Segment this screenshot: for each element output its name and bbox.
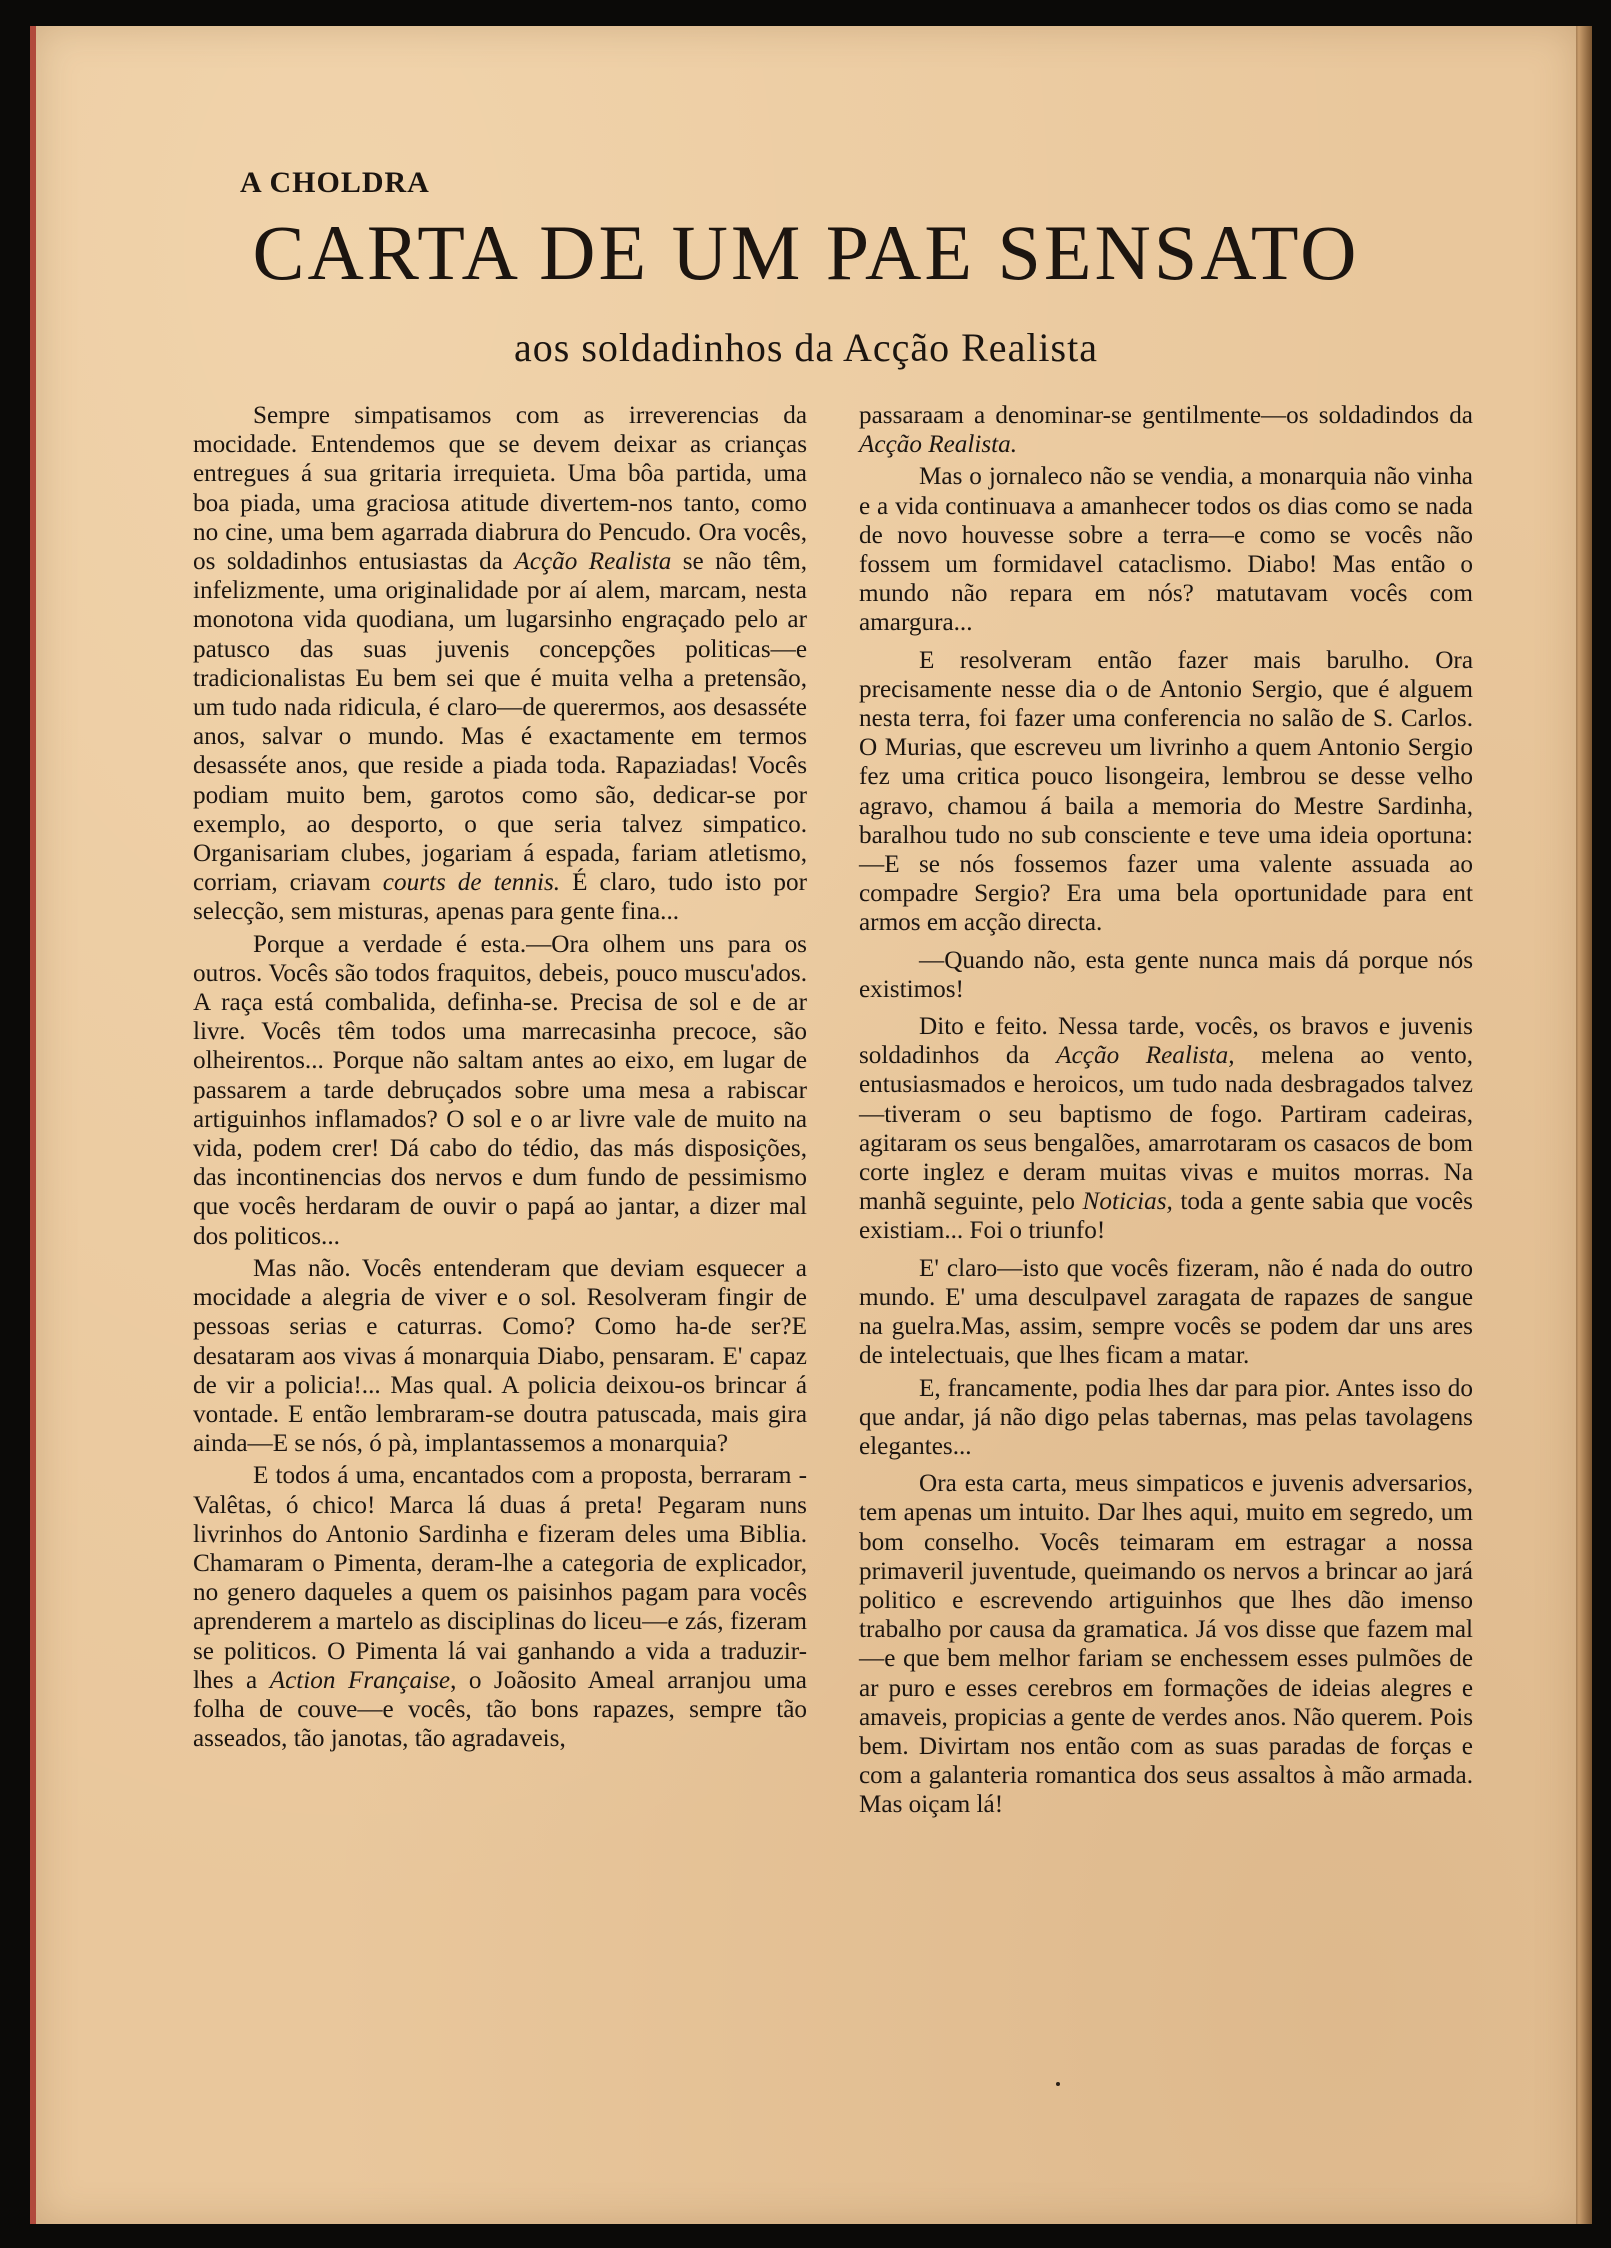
paragraph-text: Ora esta carta, meus simpaticos e juvenis adversarios, tem apenas um intuito. Dar lhes aqui, muito em segredo, um bom conselho. Vocês teimaram em estragar a nossa primaveril juventude, queimando os nervos a brincar ao jará politico e escrevendo artiguinhos que lhes dão imenso trabalho por causa da gramatica. Já vos disse que fazem mal—e que bem melhor fariam se enchessem esses pulmões de ar puro e esses cerebros em formações de ideias alegres e amaveis, propicias a gente de verdes anos. Não querem. Pois bem. Divirtam nos então com as suas paradas de forças e com a galanteria romantica dos seus assaltos à mão armada. Mas oiçam lá!: [859, 1470, 1473, 1819]
italic-title: Acção Realista: [514, 548, 672, 576]
italic-title: Acção Realista,: [1056, 1042, 1235, 1070]
article-paragraph: [859, 1254, 1473, 1371]
article-paragraph: [859, 401, 1473, 459]
paragraph-text: E todos á uma, encantados com a proposta, berraram - Valêtas, ó chico! Marca lá duas á preta! Pegaram nuns livrinhos do Antonio Sardinha e fizeram deles uma Biblia. Chamaram o Pimenta, deram-lhe a categoria de explicador, no genero daqueles a quem os paisinhos pagam para vocês aprenderem a martelo as disciplinas do liceu—e zás, fizeram se politicos. O Pimenta lá vai ganhando a vida a traduzir-lhes a: [193, 1462, 807, 1694]
article-paragraph: [859, 462, 1473, 637]
paragraph-text: Mas não. Vocês entenderam que deviam esquecer a mocidade a alegria de viver e o sol. Resolveram fingir de pessoas serias e caturras. Como? Como ha-de ser?E desataram aos vivas á monarquia Diabo, pensaram. E' capaz de vir a policia!... Mas qual. A policia deixou-os brincar á vontade. E então lembraram-se doutra patuscada, mais gira ainda—E se nós, ó pà, implantassemos a monarquia?: [193, 1254, 807, 1458]
paragraph-text: , o Joãosito Ameal arranjou uma folha de couve—e vocês, tão bons rapazes, sempre tão asseados, tão janotas, tão agradaveis,: [193, 1666, 807, 1753]
article-subtitle: aos soldadinhos da Acção Realista: [514, 325, 1098, 370]
article-paragraph: [859, 1469, 1473, 1819]
paragraph-text: se não têm, infelizmente, uma originalidade por aí alem, marcam, nesta monotona vida quodiana, um lugarsinho engraçado pelo ar patusco das suas juvenis concepções politicas—e tradicionalistas Eu bem sei que é muita velha a pretensão, um tudo nada ridicula, é claro—de querermos, aos desasséte anos, salvar o mundo. Mas é exactamente em termos desasséte anos, que reside a piada toda. Rapaziadas! Vocês podiam muito bem, garotos como são, dedicar-se por exemplo, ao desporto, o que seria talvez simpatico. Organisariam clubes, jogariam á espada, fariam atletismo, corriam, criavam: [193, 548, 808, 897]
paragraph-text: Sempre simpatisamos com as irreverencias da mocidade. Entendemos que se devem deixar as crianças entregues á sua gritaria irrequieta. Uma bôa partida, uma boa piada, uma graciosa atitude divertem-nos tanto, como no cine, uma bem agarrada diabrura do Pencudo. Ora vocês, os soldadinhos entusiastas da: [193, 402, 807, 576]
paragraph-text: —Quando não, esta gente nunca mais dá porque nós existimos!: [859, 946, 1473, 1003]
article-paragraph: [193, 1461, 807, 1753]
paragraph-text: passaraam a denominar-se gentilmente—os soldadindos da: [859, 402, 1473, 429]
magazine-page: [30, 26, 1576, 2224]
article-column-left: [193, 401, 807, 1756]
paragraph-text: Mas o jornaleco não se vendia, a monarquia não vinha e a vida continuava a amanhecer todos os dias como se nada de novo houvesse sobre a terra—e como se vocês não fossem um formidavel cataclismo. Diabo! Mas então o mundo não repara em nós? matutavam vocês com amargura...: [859, 463, 1473, 637]
italic-title: Noticias,: [1082, 1188, 1173, 1216]
paragraph-text: E, francamente, podia lhes dar para pior. Antes isso do que andar, já não digo pelas tabernas, mas pelas tavolagens elegantes...: [859, 1374, 1473, 1460]
article-paragraph: [193, 1254, 807, 1458]
paragraph-text: E' claro—isto que vocês fizeram, não é nada do outro mundo. E' uma desculpavel zaragata de rapazes de sangue na guelra.Mas, assim, sempre vocês se podem dar uns ares de intelectuais, que lhes ficam a matar.: [859, 1254, 1473, 1370]
article-column-right: [859, 401, 1473, 1823]
article-paragraph: [193, 401, 807, 927]
paragraph-text: Dito e feito. Nessa tarde, vocês, os bravos e juvenis soldadinhos da: [859, 1013, 1473, 1070]
article-paragraph: [859, 1374, 1473, 1462]
article-paragraph: [859, 646, 1473, 938]
article-paragraph: [193, 930, 807, 1251]
article-paragraph: [859, 946, 1473, 1004]
paragraph-text: toda a gente sabia que vocês existiam... Foi o triunfo!: [859, 1188, 1473, 1245]
article-paragraph: [859, 1012, 1473, 1246]
italic-title: courts de tennis.: [382, 869, 561, 897]
paragraph-text: Porque a verdade é esta.—Ora olhem uns para os outros. Vocês são todos fraquitos, debeis, pouco muscu'ados. A raça está combalida, definha-se. Precisa de sol e de ar livre. Vocês têm todos uma marrecasinha precoce, são olheirentos... Porque não saltam antes ao eixo, em lugar de passarem a tarde debruçados sobre uma mesa a rabiscar artiguinhos inflamados? O sol e o ar livre vale de muito na vida, podem crer! Dá cabo do tédio, das más disposições, das incontinencias dos nervos e dum fundo de pessimismo que vocês herdaram de ouvir o papá ao jantar, a dizer mal dos politicos...: [193, 930, 807, 1250]
paragraph-text: E resolveram então fazer mais barulho. Ora precisamente nesse dia o de Antonio Sergio, que é alguem nesta terra, foi fazer uma conferencia no salão de S. Carlos. O Murias, que escreveu um livrinho a quem Antonio Sergio fez uma critica pouco lisongeira, lembrou se desse velho agravo, chamou á baila a memoria do Mestre Sardinha, baralhou tudo no sub consciente e teve uma ideia oportuna:—E se nós fossemos fazer uma valente assuada ao compadre Sergio? Era uma bela oportunidade para ent armos em acção directa.: [859, 646, 1473, 937]
article-headline: CARTA DE UM PAE SENSATO: [252, 209, 1360, 296]
paragraph-text: É claro, tudo isto por selecção, sem misturas, apenas para gente fina...: [193, 869, 807, 926]
ink-speck: [1056, 2082, 1060, 2086]
italic-title: Acção Realista.: [859, 431, 1018, 459]
italic-title: Action Française: [269, 1666, 451, 1694]
section-label: A CHOLDRA: [240, 166, 430, 199]
paragraph-text: melena ao vento, entusiasmados e heroicos, um tudo nada desbragados talvez—tiveram o seu baptismo de fogo. Partiram cadeiras, agitaram os seus bengalões, amarrotaram os casacos de bom corte inglez e deram muitas vivas e muitos morras. Na manhã seguinte, pelo: [859, 1042, 1473, 1216]
